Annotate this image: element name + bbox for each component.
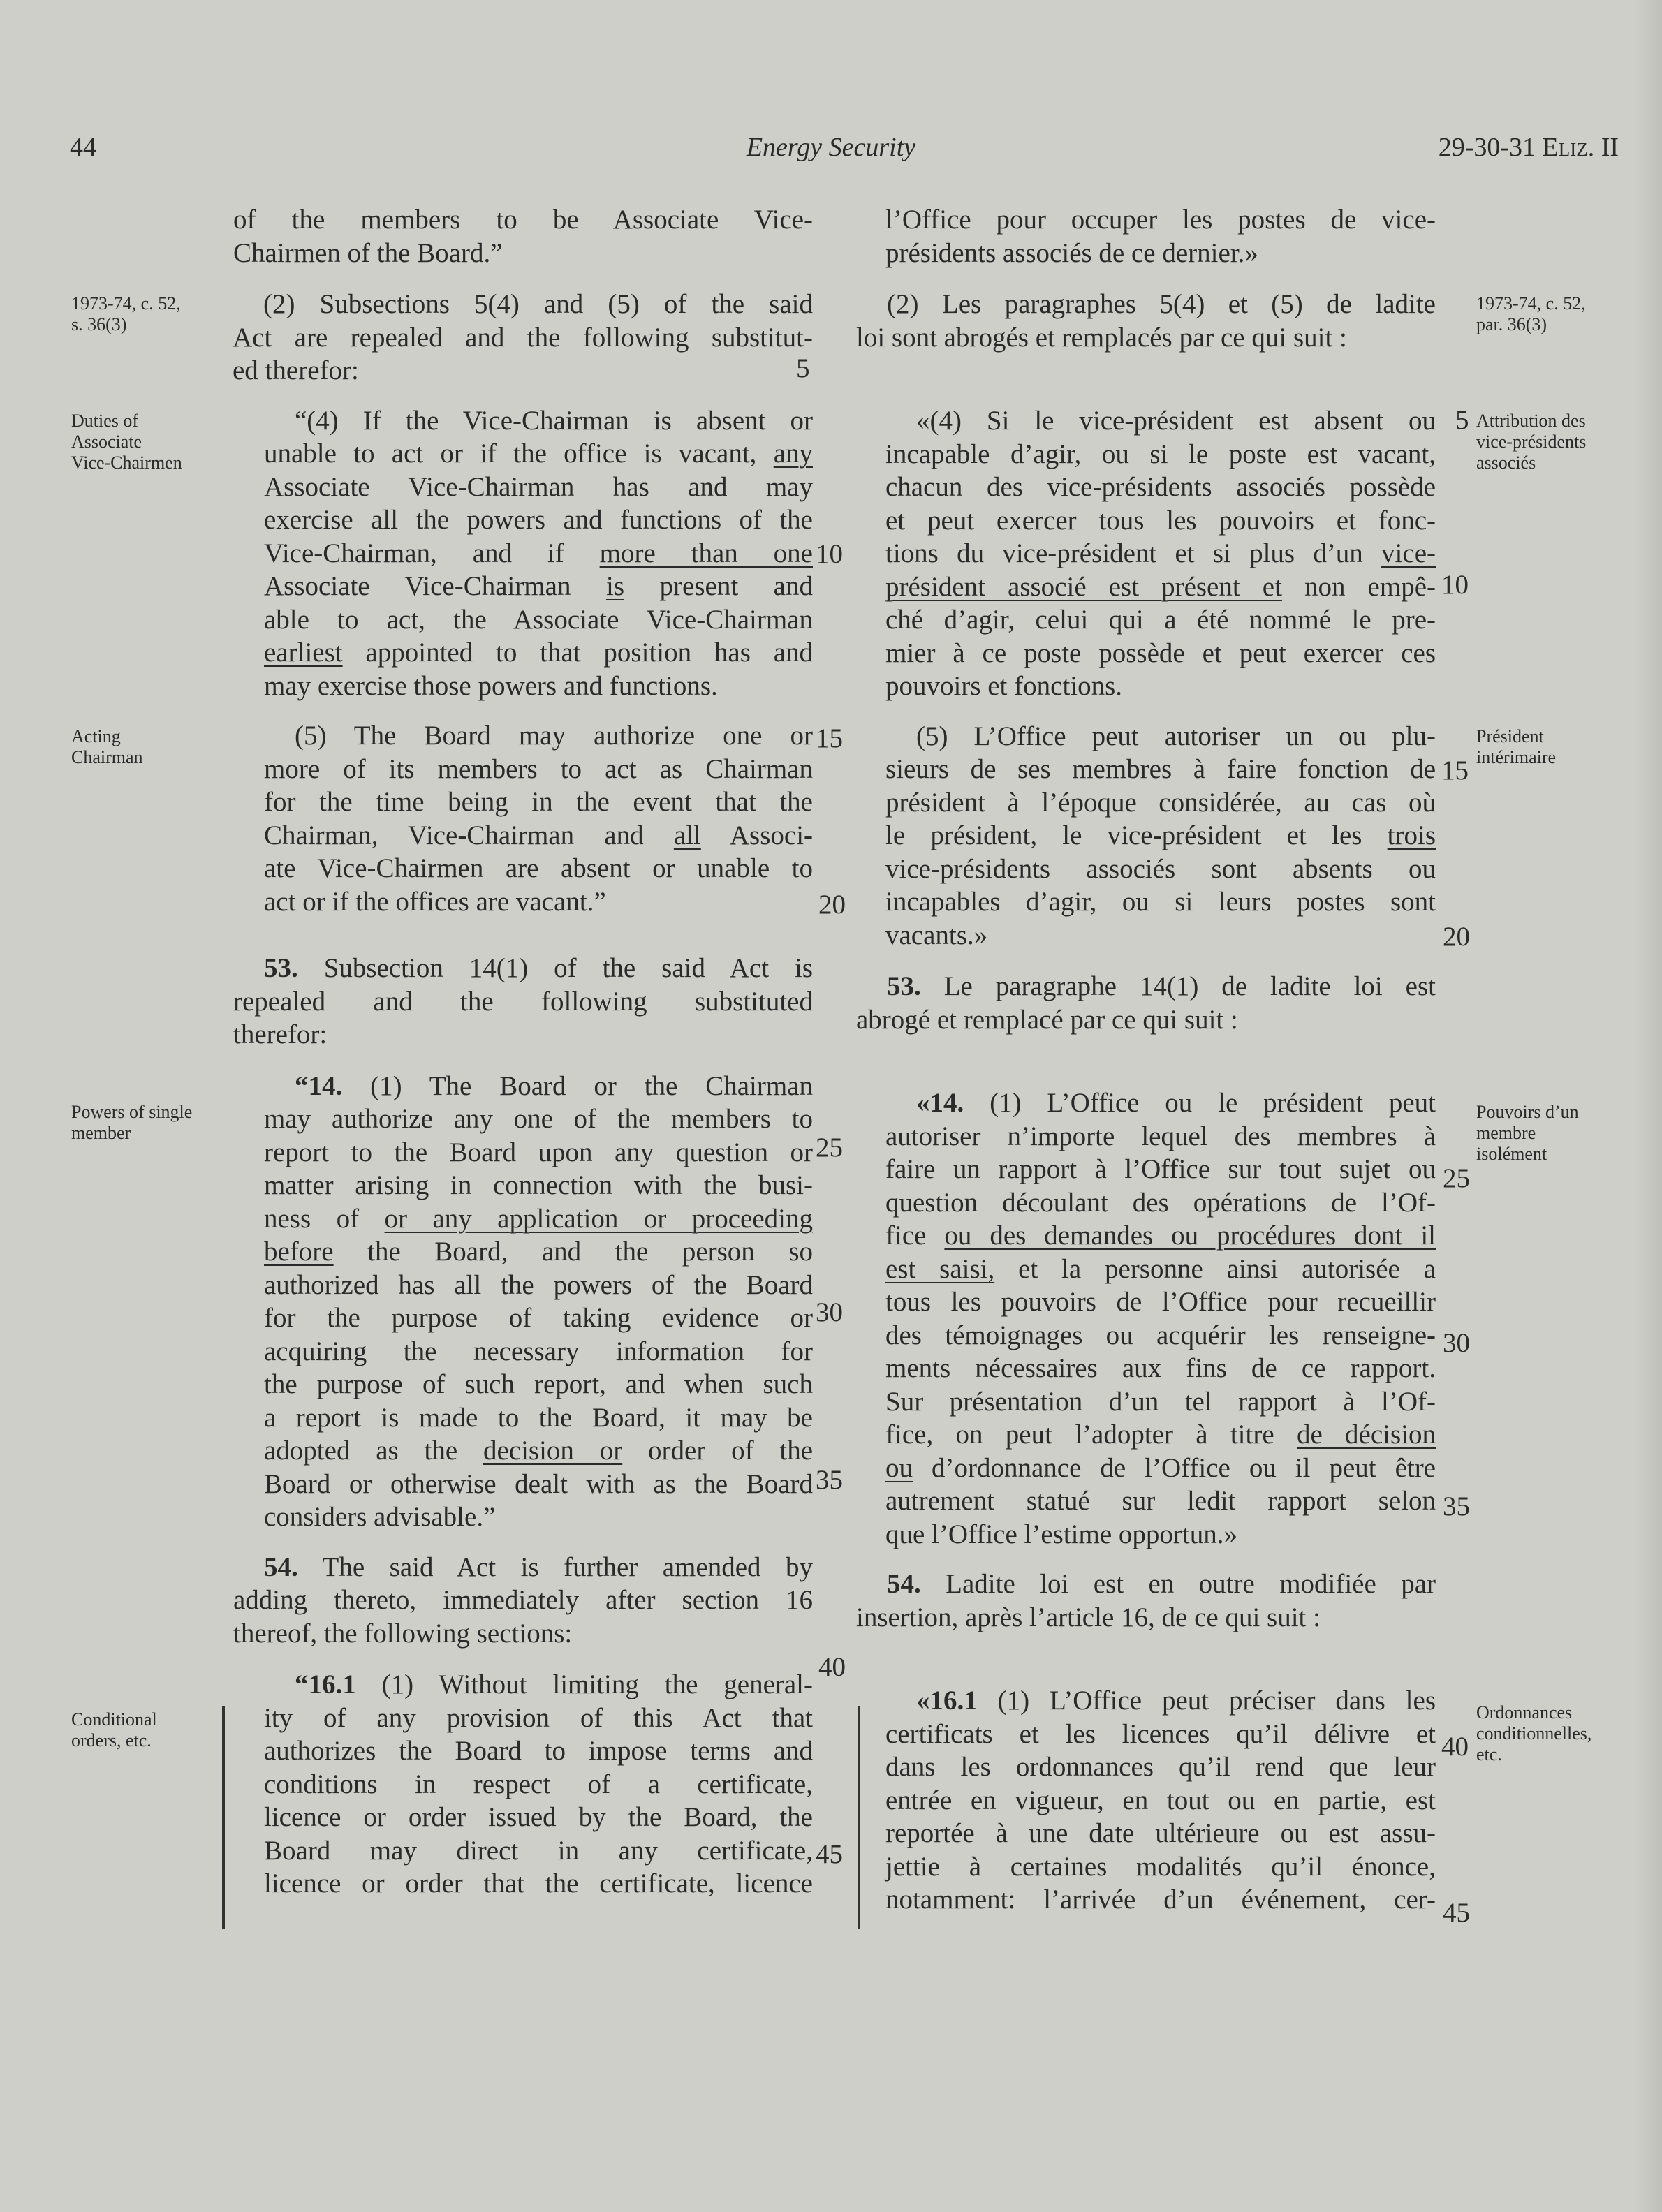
page-edge-shadow	[1634, 0, 1662, 2212]
section-54-fr: 54. Ladite loi est en outre modifiée par insertion, après l’article 16, de ce qui suit :	[856, 1569, 1436, 1632]
line-number: 25	[816, 1133, 843, 1163]
section-53-en: 53. Subsection 14(1) of the said Act is repealed and the following substituted therefor:	[233, 953, 814, 1049]
margin-note-citation-fr: 1973-74, c. 52, par. 36(3)	[1476, 293, 1586, 334]
regnal-numbers: 29-30-31	[1438, 133, 1536, 162]
french-column	[856, 203, 1436, 1917]
line-number: 5	[1455, 405, 1469, 435]
line-number: 20	[818, 890, 846, 920]
margin-note-powers: Powers of single member	[71, 1102, 193, 1143]
running-title: Energy Security	[746, 133, 916, 162]
section-52-intro-en: of the members to be Associate Vice- Chairmen of the Board.”	[233, 205, 813, 268]
subsection-14-1-fr: «14. (1) L’Office ou le président peut autoriser n’importe lequel des membres à faire un rapport à l’Office sur tout sujet ou question découlant des opérations de l’Of- fice ou des demandes ou procédures dont il est saisi, et la personne ainsi autorisée a tous les pouvoirs de l’Office pour recueillir des témoignages ou acquérir les renseigne- ments nécessaires aux fins de ce rapport. Sur présentation d’un tel rapport à l’Of- fice, on peut l’adopter à titre de décision ou d’ordonnance de l’Office ou il peut être autrement statué sur ledit rapport selon que l’Office l’estime opportun.»	[885, 1088, 1436, 1549]
margin-note-attribution: Attribution des vice-présidents associés	[1476, 411, 1587, 473]
line-number: 10	[816, 539, 843, 569]
margin-note-citation-en: 1973-74, c. 52, s. 36(3)	[71, 293, 181, 334]
line-number: 30	[816, 1297, 843, 1327]
page-number: 44	[70, 133, 96, 162]
line-number: 5	[796, 353, 810, 383]
subsection-16-1-en: “16.1 (1) Without limiting the general- ity of any provision of this Act that authorizes the Board to impose terms and conditions in respect of a certificate, licence or order issued by the Board, the Board may direct in any certificate, licence or order that the certificate, licence	[264, 1669, 813, 1898]
margin-note-president: Président intérimaire	[1476, 726, 1557, 767]
line-number: 15	[1441, 755, 1469, 786]
line-number: 40	[1441, 1732, 1469, 1762]
subsection-5-4-en: “(4) If the Vice-Chairman is absent or unable to act or if the office is vacant, any Associate Vice-Chairman has and may exercise all the powers and functions of the Vice-Chairman, and if more than one Associate Vice-Chairman is present and able to act, the Associate Vice-Chairman earliest appointed to that position has and may exercise those powers and functions.	[264, 405, 814, 701]
section-52-intro-fr: l’Office pour occuper les postes de vice- présidents associés de ce dernier.»	[885, 205, 1436, 268]
margin-note-acting: Acting Chairman	[71, 726, 143, 767]
subsection-5-4-fr: «(4) Si le vice-président est absent ou incapable d’agir, ou si le poste est vacant, chacun des vice-présidents associés possède et peut exercer tous les pouvoirs et fonc- tions du vice-président et si plus d’un vice- président associé est présent et non empê- ché d’agir, celui qui a été nommé le pre- mier à ce poste possède et peut exercer ces pouvoirs et fonctions.	[885, 406, 1436, 701]
line-number: 35	[816, 1465, 843, 1495]
subsection-5-5-fr: (5) L’Office peut autoriser un ou plu- sieurs de ses membres à faire fonction de président à l’époque considérée, au cas où le président, le vice-président et les trois vice-présidents associés sont absents ou incapables d’agir, ou si leurs postes sont vacants.»	[885, 721, 1436, 950]
line-number: 45	[816, 1839, 843, 1869]
line-number: 10	[1441, 570, 1469, 600]
subsection-5-5-en: (5) The Board may authorize one or more of its members to act as Chairman for the time being in the event that the Chairman, Vice-Chairman and all Associ- ate Vice-Chairmen are absent or unable to act or if the offices are vacant.”	[264, 721, 814, 917]
margin-note-duties: Duties of Associate Vice-Chairmen	[71, 411, 182, 473]
section-53-fr: 53. Le paragraphe 14(1) de ladite loi est abrogé et remplacé par ce qui suit :	[856, 971, 1436, 1035]
section-52-2-fr: (2) Les paragraphes 5(4) et (5) de ladite loi sont abrogés et remplacés par ce qui suit :	[856, 289, 1436, 353]
english-column	[233, 203, 813, 1901]
subsection-16-1-fr: «16.1 (1) L’Office peut préciser dans les certificats et les licences qu’il délivre et dans les ordonnances qu’il rend que leur entrée en vigueur, en tout ou en partie, est reportée à une date ultérieure ou est assu- jettie à certaines modalités qu’il énonce, notamment: l’arrivée d’un événement, cer-	[885, 1686, 1436, 1915]
section-52-2-en: (2) Subsections 5(4) and (5) of the said Act are repealed and the following substitut- ed therefor:	[233, 289, 813, 385]
regnal-suffix: Eliz. II	[1542, 133, 1619, 162]
line-number: 30	[1443, 1328, 1470, 1358]
line-number: 25	[1443, 1163, 1470, 1193]
section-54-en: 54. The said Act is further amended by adding thereto, immediately after section 16 thereof, the following sections:	[233, 1551, 814, 1649]
line-number: 35	[1443, 1491, 1470, 1521]
margin-note-ordonnances: Ordonnances conditionnelles, etc.	[1476, 1702, 1592, 1764]
line-number: 20	[1443, 922, 1470, 952]
line-number: 45	[1443, 1898, 1470, 1928]
margin-note-pouvoirs: Pouvoirs d’un membre isolément	[1476, 1102, 1579, 1164]
regnal-year	[1439, 131, 1619, 163]
line-number: 40	[818, 1652, 846, 1682]
margin-note-conditional: Conditional orders, etc.	[71, 1709, 157, 1750]
line-number: 15	[816, 723, 843, 753]
new-text-bar-en	[222, 1706, 225, 1929]
subsection-14-1-en: “14. (1) The Board or the Chairman may authorize any one of the members to report to the Board upon any question or matter arising in connection with the busi- ness of or any application or proceeding before the Board, and the person so authorized has all the powers of the Board for the purpose of taking evidence or acquiring the necessary information for the purpose of such report, and when such a report is made to the Board, it may be adopted as the decision or order of the Board or otherwise dealt with as the Board considers advisable.”	[264, 1070, 814, 1532]
